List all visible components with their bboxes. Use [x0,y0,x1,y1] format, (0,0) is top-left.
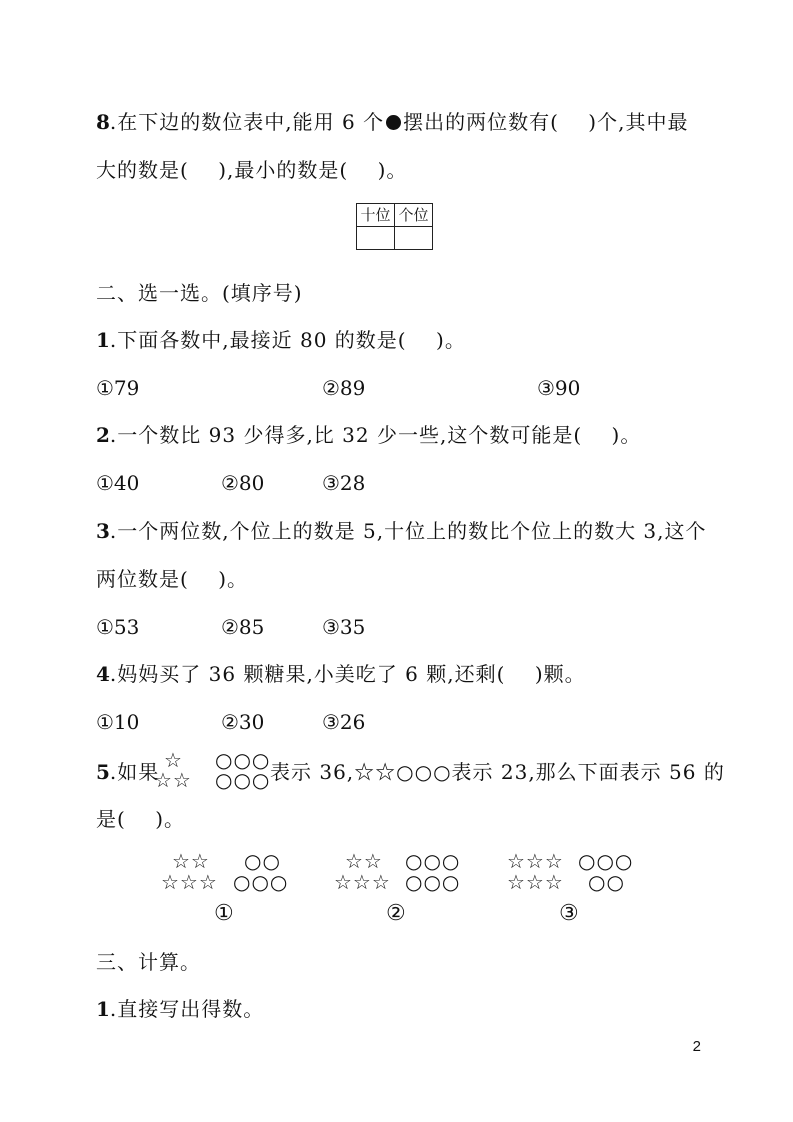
q2-option-1: ①40 [96,471,140,495]
choice1-circles-top: ○○ [244,849,281,873]
q8-text-b: 摆出的两位数有( )个,其中最 [403,110,689,134]
q3-stem: .一个两位数,个位上的数是 5,十位上的数比个位上的数大 3,这个 [109,519,707,543]
place-value-table [356,203,433,250]
q2-option-2: ②80 [221,471,265,495]
choice1-stars-bottom: ☆☆☆ [161,870,218,894]
q3-option-2: ②85 [221,615,265,639]
ones-header: 个位 [395,204,433,227]
q8-text-a: .在下边的数位表中,能用 6 个 [109,110,385,134]
q1-option-2: ②89 [322,376,366,400]
q1-stem: .下面各数中,最接近 80 的数是( )。 [109,328,466,352]
q5-prefix-text: .如果 [109,760,160,784]
choice2-label: ② [386,901,406,926]
section2-title: 二、选一选。(填序号) [96,281,303,305]
q1-option-3: ③90 [537,376,581,400]
q5-circles-bottom: ○○○ [215,768,271,792]
black-dot-icon [386,115,401,130]
q8-number: 8 [96,110,110,134]
calc1-stem: .直接写出得数。 [109,997,265,1021]
choice3-stars-bottom: ☆☆☆ [507,870,564,894]
q5-stars-bottom: ☆☆ [154,768,192,792]
q5-stars-top: ☆ [164,748,183,772]
q3-number: 3 [96,519,110,543]
q5-prefix [96,760,159,784]
calc1-text [96,997,264,1021]
ones-cell [395,227,433,250]
choice3-label: ③ [559,901,579,926]
choice2-circles-top: ○○○ [405,849,461,873]
choice1-stars-top: ☆☆ [172,849,210,873]
q1-option-1: ①79 [96,376,140,400]
choice3-circles-bottom: ○○ [588,870,625,894]
choice1-circles-bottom: ○○○ [233,870,289,894]
q2-text [96,423,641,447]
q5-circles-top: ○○○ [215,748,271,772]
q4-option-2: ②30 [221,710,265,734]
choice3-stars-top: ☆☆☆ [507,849,564,873]
q3-option-3: ③35 [322,615,366,639]
q5-line2: 是( )。 [96,807,186,831]
choice2-circles-bottom: ○○○ [405,870,461,894]
section3-title: 三、计算。 [96,950,201,974]
q1-text [96,328,466,352]
q4-stem: .妈妈买了 36 颗糖果,小美吃了 6 颗,还剩( )颗。 [109,662,586,686]
q8-line2: 大的数是( ),最小的数是( )。 [96,158,408,182]
choice2-stars-top: ☆☆ [345,849,383,873]
choice3-circles-top: ○○○ [578,849,634,873]
tens-cell [357,227,395,250]
q2-option-3: ③28 [322,471,366,495]
q5-text: 表示 36,☆☆○○○表示 23,那么下面表示 56 的 [270,760,725,784]
q4-number: 4 [96,662,110,686]
q1-number: 1 [96,328,110,352]
tens-header: 十位 [357,204,395,227]
q4-option-1: ①10 [96,710,140,734]
q4-text [96,662,586,686]
q3-text [96,519,707,543]
calc1-number: 1 [96,997,110,1021]
q3-line2: 两位数是( )。 [96,567,249,591]
choice1-label: ① [214,901,234,926]
page-number: 2 [692,1038,701,1055]
q4-option-3: ③26 [322,710,366,734]
q3-option-1: ①53 [96,615,140,639]
choice2-stars-bottom: ☆☆☆ [334,870,391,894]
q2-number: 2 [96,423,110,447]
q2-stem: .一个数比 93 少得多,比 32 少一些,这个数可能是( )。 [109,423,642,447]
q8-line1 [96,110,688,134]
q5-number: 5 [96,760,110,784]
